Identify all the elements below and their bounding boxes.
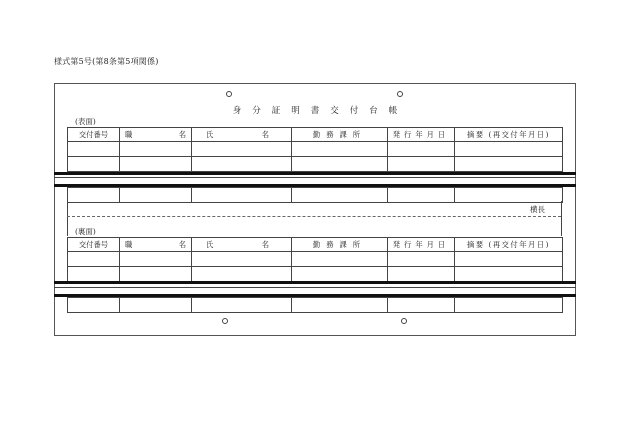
right-frame-line: [561, 201, 562, 236]
col-position: [120, 238, 192, 252]
back-header-row: [68, 238, 563, 252]
table-row: [68, 252, 563, 267]
col-position-char-b: 名: [178, 129, 186, 139]
col-office: 勤務課所: [292, 128, 388, 142]
col-office: 勤務課所: [292, 238, 388, 252]
table-row: [68, 157, 563, 172]
col-position-char-a: 職: [125, 239, 133, 249]
table-cell[interactable]: [68, 252, 120, 267]
col-issue-number: 交付番号: [68, 128, 120, 142]
col-issue-date: 発行年月日: [388, 238, 455, 252]
col-issue-number: 交付番号: [68, 238, 120, 252]
table-cell[interactable]: [388, 157, 455, 172]
table-cell[interactable]: [292, 298, 388, 313]
col-name: [192, 128, 292, 142]
table-cell[interactable]: [68, 142, 120, 157]
col-position: [120, 128, 192, 142]
back-side-label: (裏面): [75, 227, 96, 236]
col-issue-date: 発行年月日: [388, 128, 455, 142]
table-cell[interactable]: [192, 157, 292, 172]
table-cell[interactable]: [120, 188, 192, 203]
table-cell[interactable]: [120, 157, 192, 172]
ledger-title: 身分証明書交付台帳: [232, 106, 409, 116]
table-cell[interactable]: [292, 157, 388, 172]
col-position-char-a: 職: [125, 129, 133, 139]
table-row: [68, 298, 563, 313]
table-cell[interactable]: [455, 298, 563, 313]
col-name: [192, 238, 292, 252]
punch-hole-top-right: [397, 91, 403, 97]
table-cell[interactable]: [192, 298, 292, 313]
table-cell[interactable]: [120, 267, 192, 282]
table-row: [68, 188, 563, 203]
final-continuation-table: [67, 297, 563, 313]
table-row: [68, 142, 563, 157]
table-cell[interactable]: [120, 142, 192, 157]
table-row: [68, 267, 563, 282]
table-cell[interactable]: [292, 252, 388, 267]
table-cell[interactable]: [292, 267, 388, 282]
table-cell[interactable]: [120, 252, 192, 267]
table-cell[interactable]: [388, 188, 455, 203]
col-name-char-a: 氏: [206, 239, 214, 249]
table-cell[interactable]: [68, 157, 120, 172]
break-line-thin: [54, 287, 576, 288]
punch-hole-bottom-right: [401, 318, 407, 324]
table-cell[interactable]: [192, 142, 292, 157]
table-cell[interactable]: [68, 298, 120, 313]
break-line-thin: [54, 177, 576, 178]
fold-dashed-line: [67, 216, 561, 217]
front-side-label: (表面): [75, 117, 96, 126]
table-cell[interactable]: [120, 298, 192, 313]
table-cell[interactable]: [455, 188, 563, 203]
table-cell[interactable]: [292, 188, 388, 203]
break-line-thick: [54, 172, 576, 175]
table-cell[interactable]: [388, 298, 455, 313]
form-reference: 様式第5号(第8条第5項関係): [54, 57, 159, 66]
col-name-char-b: 名: [261, 129, 269, 139]
back-ledger-table: [67, 237, 563, 282]
front-ledger-table: [67, 127, 563, 172]
left-frame-line: [67, 201, 68, 236]
table-cell[interactable]: [455, 252, 563, 267]
continuation-table: [67, 187, 563, 203]
table-cell[interactable]: [192, 188, 292, 203]
table-cell[interactable]: [192, 252, 292, 267]
col-remarks: 摘要 (再交付年月日): [455, 128, 563, 142]
table-cell[interactable]: [68, 188, 120, 203]
table-cell[interactable]: [292, 142, 388, 157]
col-remarks: 摘要 (再交付年月日): [455, 238, 563, 252]
punch-hole-bottom-left: [222, 318, 228, 324]
col-position-char-b: 名: [178, 239, 186, 249]
table-cell[interactable]: [388, 267, 455, 282]
front-header-row: [68, 128, 563, 142]
table-cell[interactable]: [455, 267, 563, 282]
table-cell[interactable]: [192, 267, 292, 282]
punch-hole-top-left: [226, 91, 232, 97]
table-cell[interactable]: [388, 252, 455, 267]
col-name-char-a: 氏: [206, 129, 214, 139]
table-cell[interactable]: [455, 157, 563, 172]
table-cell[interactable]: [68, 267, 120, 282]
table-cell[interactable]: [455, 142, 563, 157]
extension-label: 横長: [530, 205, 545, 214]
table-cell[interactable]: [388, 142, 455, 157]
break-line-thick: [54, 281, 576, 284]
col-name-char-b: 名: [261, 239, 269, 249]
